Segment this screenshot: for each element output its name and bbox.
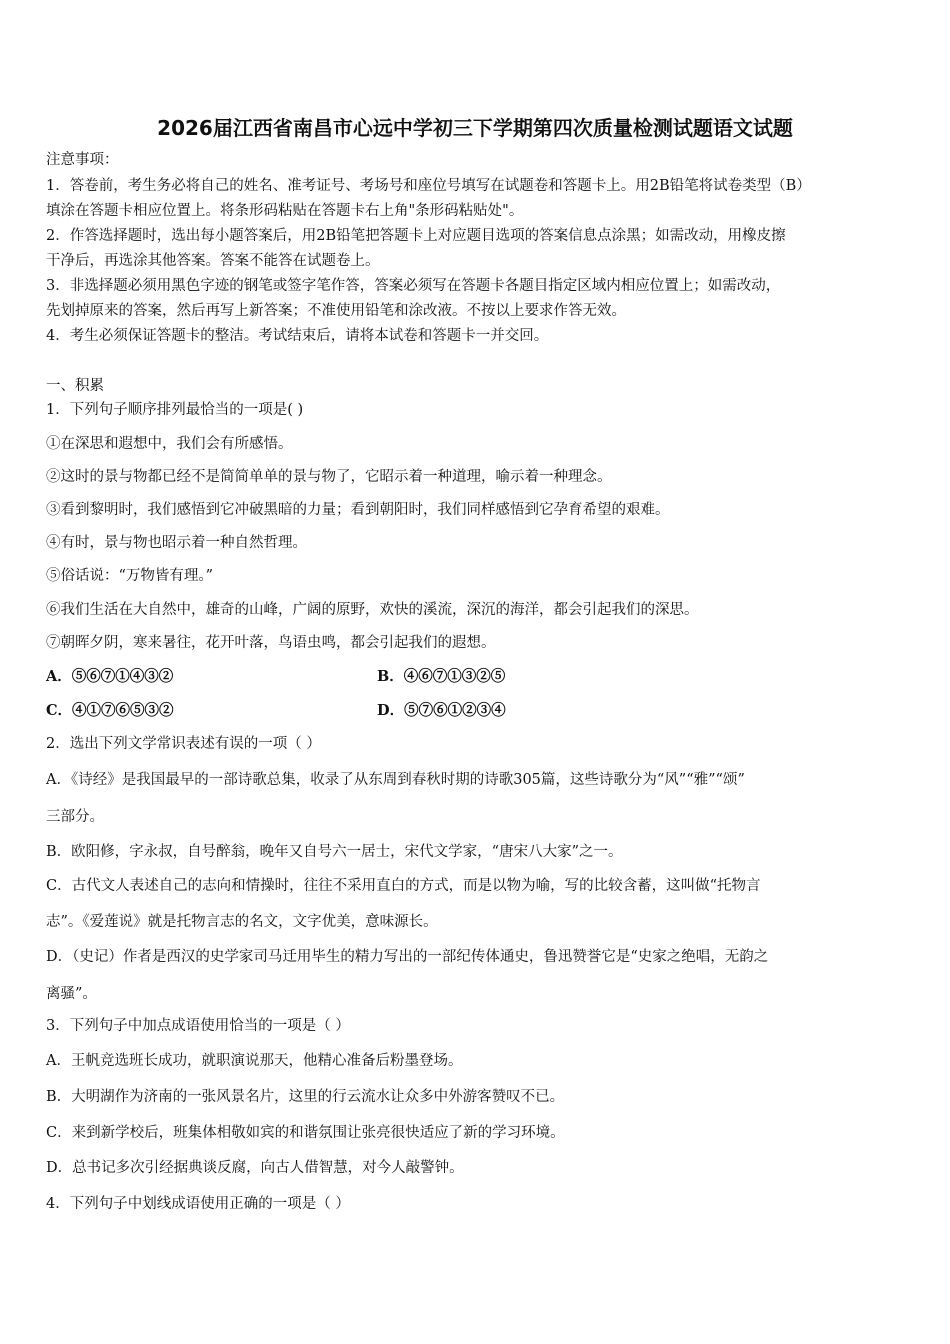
- question-4-stem: 4．下列句子中划线成语使用正确的一项是（ ）: [46, 1196, 350, 1212]
- notice-line: 填涂在答题卡相应位置上。将条形码粘贴在答题卡右上角"条形码粘贴处"。: [46, 203, 524, 219]
- q1-option-d[interactable]: D．⑤⑦⑥①②③④: [377, 702, 506, 719]
- q1-sentence: ②这时的景与物都已经不是简简单单的景与物了，它昭示着一种道理，喻示着一种理念。: [46, 469, 612, 485]
- q1-option-b[interactable]: B．④⑥⑦①③②⑤: [377, 668, 506, 685]
- notice-line: 3．非选择题必须用黑色字迹的钢笔或签字笔作答，答案必须写在答题卡各题目指定区域内相应位置上；如需改动，: [46, 278, 781, 294]
- q3-option-a[interactable]: A．王帆竞选班长成功，就职演说那天，他精心准备后粉墨登场。: [46, 1053, 463, 1069]
- q1-sentence: ⑥我们生活在大自然中，雄奇的山峰，广阔的原野，欢快的溪流，深沉的海洋，都会引起我们的深思。: [46, 602, 699, 618]
- question-2-stem: 2．选出下列文学常识表述有误的一项（ ）: [46, 736, 321, 752]
- notice-line: 干净后，再选涂其他答案。答案不能答在试题卷上。: [46, 253, 380, 269]
- q1-sentence: ①在深思和遐想中，我们会有所感悟。: [46, 436, 293, 452]
- q2-option-d-cont[interactable]: 离骚”。: [46, 986, 97, 1002]
- question-1-stem: 1．下列句子顺序排列最恰当的一项是( ): [46, 402, 304, 418]
- q1-sentence: ⑦朝晖夕阴，寒来暑往，花开叶落，鸟语虫鸣，都会引起我们的遐想。: [46, 635, 496, 651]
- q2-option-d[interactable]: D．（史记）作者是西汉的史学家司马迁用毕生的精力写出的一部纪传体通史，鲁迅赞誉它是“史家之绝唱，无韵之: [46, 949, 769, 965]
- q3-option-d[interactable]: D．总书记多次引经据典谈反腐，向古人借智慧，对今人敲警钟。: [46, 1160, 464, 1176]
- notice-line: 1．答卷前，考生务必将自己的姓名、准考证号、考场号和座位号填写在试题卷和答题卡上。用2B铅笔将试卷类型（B）: [46, 178, 811, 194]
- q1-sentence: ④有时，景与物也昭示着一种自然哲理。: [46, 535, 307, 551]
- notice-line: 先划掉原来的答案，然后再写上新答案；不准使用铅笔和涂改液。不按以上要求作答无效。: [46, 303, 626, 319]
- q1-option-a[interactable]: A．⑤⑥⑦①④③②: [46, 668, 174, 685]
- q2-option-a-cont[interactable]: 三部分。: [46, 809, 104, 825]
- notice-line: 2．作答选择题时，选出每小题答案后，用2B铅笔把答题卡上对应题目选项的答案信息点涂黑；如需改动，用橡皮擦: [46, 228, 786, 244]
- section-heading: 一、积累: [46, 378, 104, 394]
- q2-option-c[interactable]: C．古代文人表述自己的志向和情操时，往往不采用直白的方式，而是以物为喻，写的比较含蓄，这叫做“托物言: [46, 878, 761, 894]
- q2-option-a[interactable]: A．《诗经》是我国最早的一部诗歌总集，收录了从东周到春秋时期的诗歌305篇，这些诗歌分为“风”“雅”“颂”: [46, 772, 745, 788]
- q2-option-c-cont[interactable]: 志”。《爱莲说》就是托物言志的名文，文字优美，意味源长。: [46, 914, 438, 930]
- q1-option-c[interactable]: C．④①⑦⑥⑤③②: [46, 702, 174, 719]
- page-title: 2026届江西省南昌市心远中学初三下学期第四次质量检测试题语文试题: [157, 116, 793, 140]
- q3-option-c[interactable]: C．来到新学校后，班集体相敬如宾的和谐氛围让张亮很快适应了新的学习环境。: [46, 1125, 565, 1141]
- q3-option-b[interactable]: B．大明湖作为济南的一张风景名片，这里的行云流水让众多中外游客赞叹不已。: [46, 1089, 565, 1105]
- q2-option-b[interactable]: B．欧阳修，字永叔，自号醉翁，晚年又自号六一居士，宋代文学家，“唐宋八大家”之一。: [46, 844, 623, 860]
- q1-sentence: ⑤俗话说：“万物皆有理。”: [46, 568, 214, 584]
- notice-heading: 注意事项：: [46, 152, 119, 168]
- q1-sentence: ③看到黎明时，我们感悟到它冲破黑暗的力量；看到朝阳时，我们同样感悟到它孕育希望的艰难。: [46, 502, 670, 518]
- notice-line: 4．考生必须保证答题卡的整洁。考试结束后，请将本试卷和答题卡一并交回。: [46, 328, 549, 344]
- question-3-stem: 3．下列句子中加点成语使用恰当的一项是（ ）: [46, 1018, 350, 1034]
